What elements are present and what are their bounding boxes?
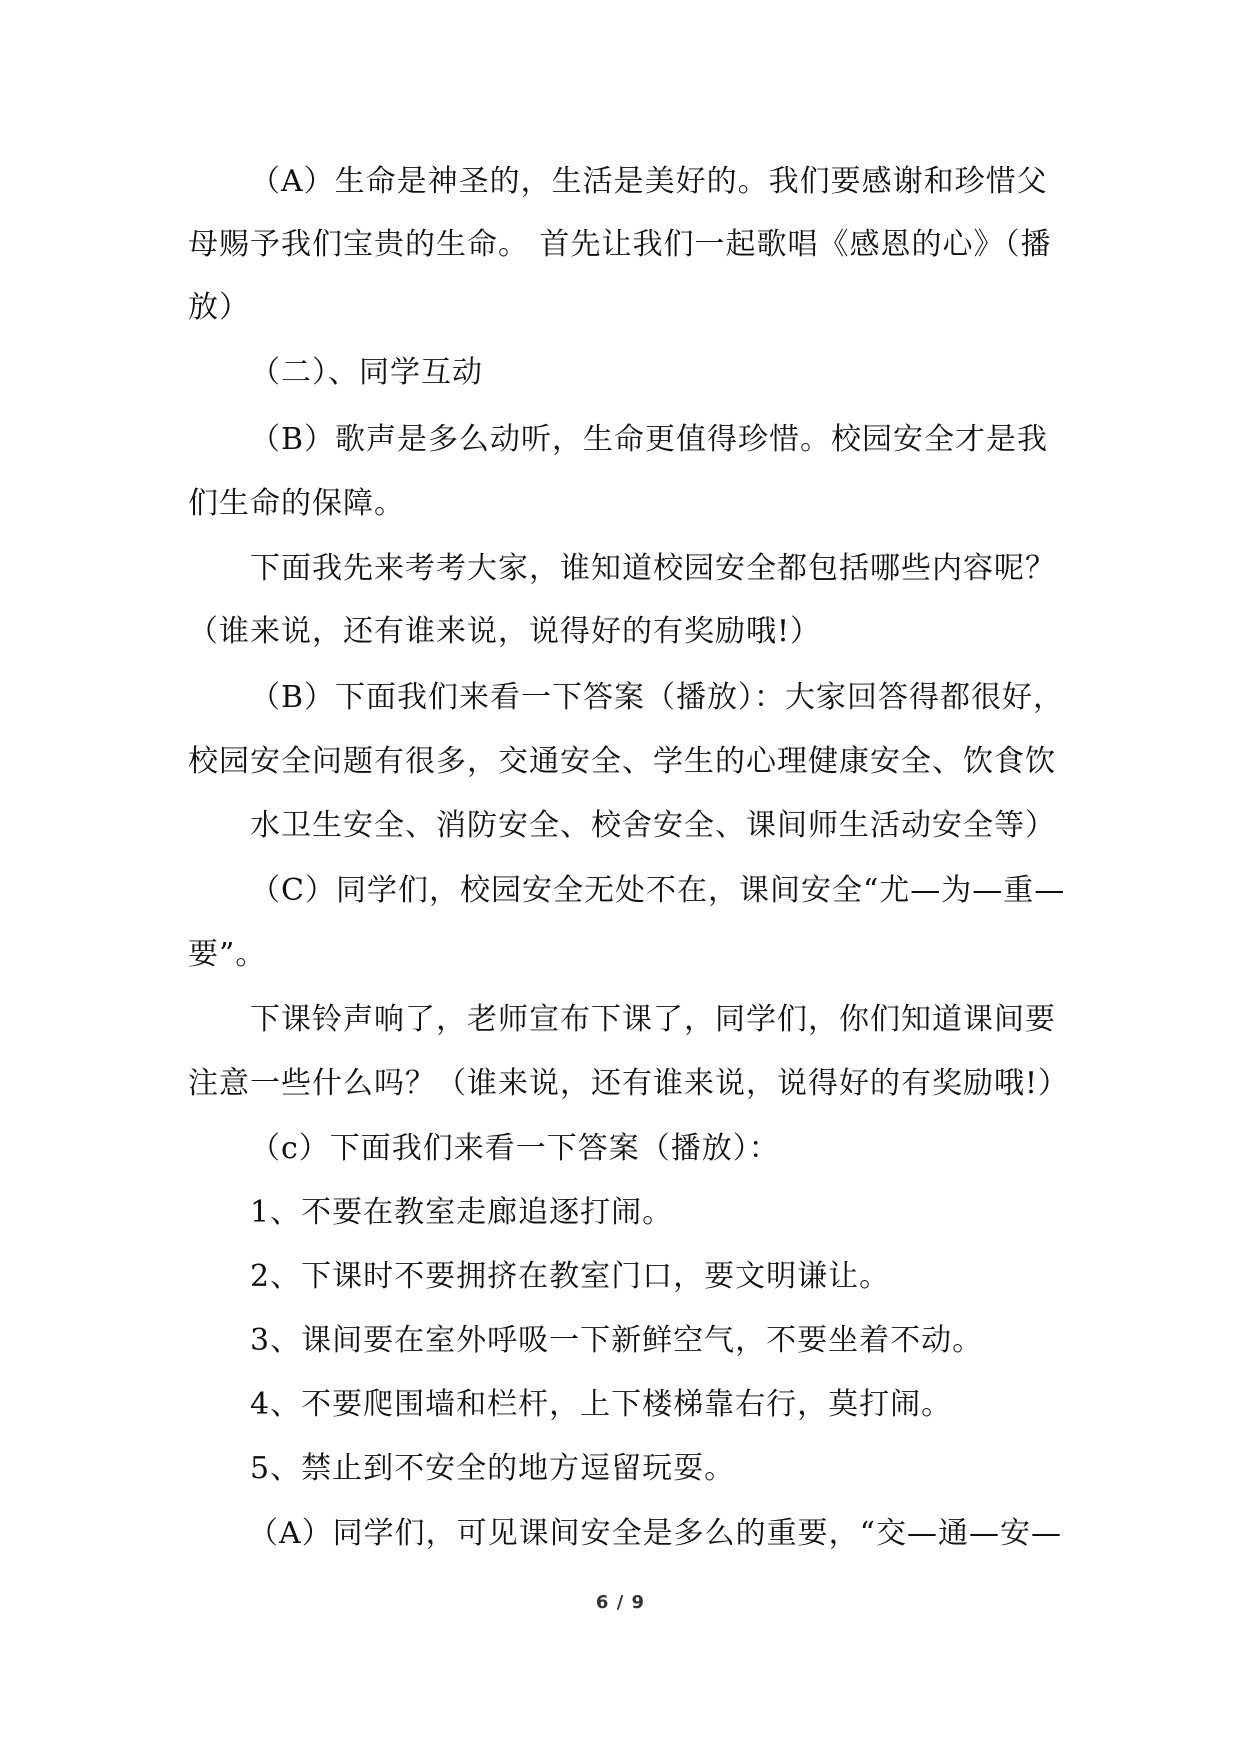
paragraph-line: 要”。 (188, 937, 267, 972)
paragraph-line: 们生命的保障。 (188, 486, 405, 521)
paragraph-line: 母赐予我们宝贵的生命。 首先让我们一起歌唱《感恩的心》（播 (188, 227, 1052, 262)
paragraph-line: （A）同学们，可见课间安全是多么的重要，“交—通—安— (248, 1516, 1063, 1551)
paragraph-line: 注意一些什么吗？（谁来说，还有谁来说，说得好的有奖励哦!） (188, 1066, 1070, 1101)
list-item: 5、禁止到不安全的地方逗留玩耍。 (250, 1451, 736, 1486)
list-item: 2、下课时不要拥挤在教室门口，要文明谦让。 (250, 1259, 891, 1294)
section-heading: （二）、同学互动 (250, 355, 483, 390)
paragraph-line: （谁来说，还有谁来说，说得好的有奖励哦!） (188, 614, 822, 649)
paragraph-line: （A）生命是神圣的，生活是美好的。我们要感谢和珍惜父 (250, 164, 1048, 199)
paragraph-line: 水卫生安全、消防安全、校舍安全、课间师生活动安全等） (250, 808, 1056, 843)
paragraph-line: 下面我先来考考大家，谁知道校园安全都包括哪些内容呢？ (250, 551, 1056, 586)
paragraph-line: 校园安全问题有很多，交通安全、学生的心理健康安全、饮食饮 (188, 744, 1056, 779)
list-item: 1、不要在教室走廊追逐打闹。 (250, 1195, 674, 1230)
paragraph-line: （C）同学们，校园安全无处不在，课间安全“尤—为—重— (250, 873, 1066, 908)
list-item: 3、课间要在室外呼吸一下新鲜空气，不要坐着不动。 (250, 1323, 984, 1358)
paragraph-line: （B）下面我们来看一下答案（播放）：大家回答得都很好， (250, 680, 1065, 715)
page-number: 6 / 9 (595, 1592, 646, 1613)
paragraph-line: 放） (188, 290, 250, 325)
paragraph-line: （B）歌声是多么动听，生命更值得珍惜。校园安全才是我 (250, 422, 1049, 457)
paragraph-line: （c）下面我们来看一下答案（播放）： (250, 1131, 780, 1166)
paragraph-line: 下课铃声响了，老师宣布下课了，同学们，你们知道课间要 (250, 1002, 1056, 1037)
list-item: 4、不要爬围墙和栏杆，上下楼梯靠右行，莫打闹。 (250, 1387, 953, 1422)
